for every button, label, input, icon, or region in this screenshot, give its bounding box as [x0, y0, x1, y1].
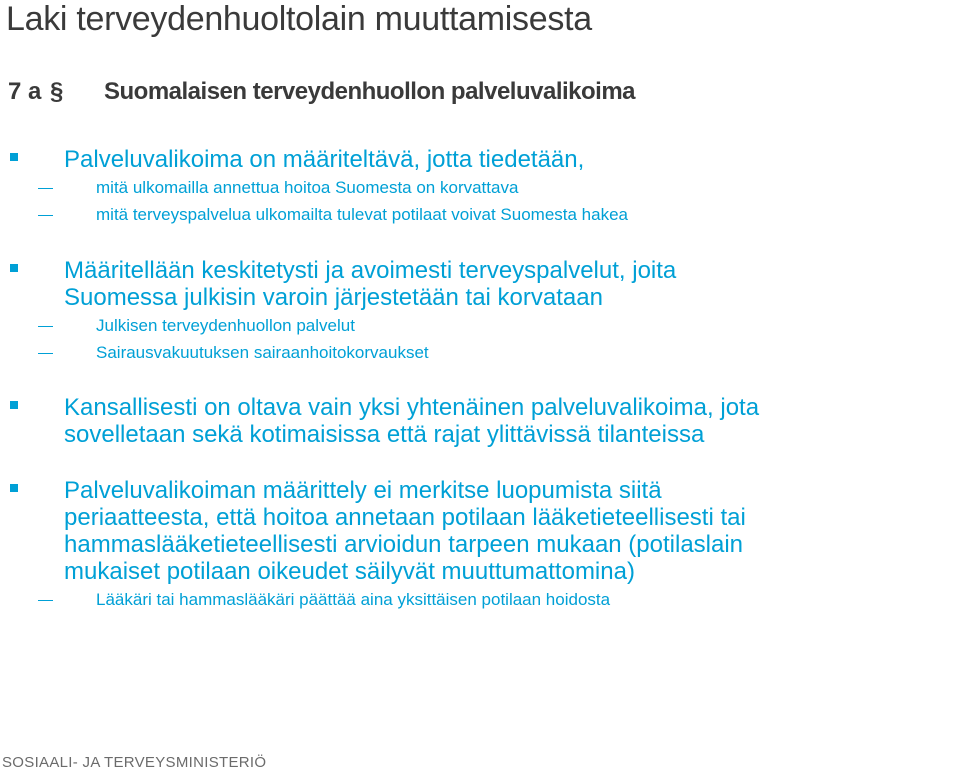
sub-bullet-text: mitä ulkomailla annettua hoitoa Suomesta on korvattava: [96, 178, 519, 197]
bullet-text: Määritellään keskitetysti ja avoimesti terveyspalvelut, joita: [64, 257, 677, 284]
section-number: 7 a: [8, 78, 42, 105]
bullet-text: Kansallisesti on oltava vain yksi yhtenäinen palveluvalikoima, jota: [64, 394, 760, 421]
sub-bullet-text: Lääkäri tai hammaslääkäri päättää aina yksittäisen potilaan hoidosta: [96, 590, 611, 609]
bullet-text: mukaiset potilaan oikeudet säilyvät muuttumattomina): [64, 558, 635, 585]
sub-bullet-text: Julkisen terveydenhuollon palvelut: [96, 316, 355, 335]
sub-bullet-dash: [38, 353, 53, 354]
section-title: Suomalaisen terveydenhuollon palveluvalikoima: [104, 78, 636, 105]
sub-bullet-dash: [38, 326, 53, 327]
bullet-text: sovelletaan sekä kotimaisissa että rajat ylittävissä tilanteissa: [64, 421, 705, 448]
section-symbol: §: [50, 78, 64, 105]
ministry-logo-text: SOSIAALI- JA TERVEYSMINISTERIÖ: [2, 754, 267, 771]
bullet-text: hammaslääketieteellisesti arvioidun tarpeen mukaan (potilaslain: [64, 531, 744, 558]
bullet-marker: [10, 264, 18, 272]
page-title: Laki terveydenhuoltolain muuttamisesta: [6, 0, 592, 38]
bullet-marker: [10, 153, 18, 161]
bullet-marker: [10, 401, 18, 409]
bullet-marker: [10, 484, 18, 492]
sub-bullet-dash: [38, 188, 53, 189]
bullet-text: periaatteesta, että hoitoa annetaan potilaan lääketieteellisesti tai: [64, 504, 746, 531]
sub-bullet-dash: [38, 215, 53, 216]
bullet-text: Palveluvalikoima on määriteltävä, jotta tiedetään,: [64, 146, 585, 173]
bullet-text: Palveluvalikoiman määrittely ei merkitse luopumista siitä: [64, 477, 662, 504]
bullet-text: Suomessa julkisin varoin järjestetään tai korvataan: [64, 284, 603, 311]
sub-bullet-dash: [38, 600, 53, 601]
sub-bullet-text: Sairausvakuutuksen sairaanhoitokorvaukset: [96, 343, 429, 362]
sub-bullet-text: mitä terveyspalvelua ulkomailta tulevat potilaat voivat Suomesta hakea: [96, 205, 629, 224]
